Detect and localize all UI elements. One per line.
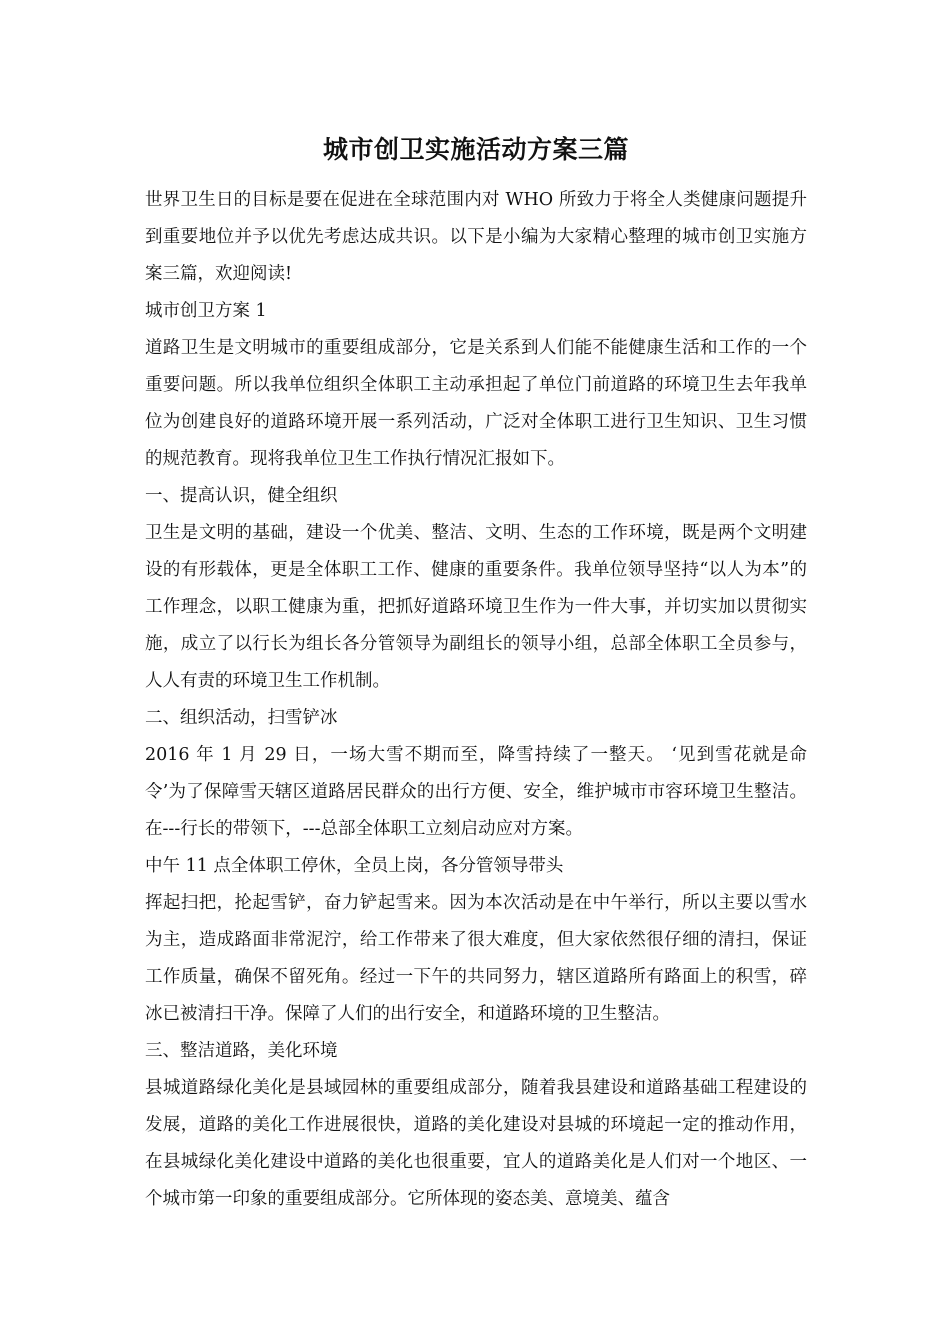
section-heading-1: 一、提高认识，健全组织 [145,486,338,506]
document-title: 城市创卫实施活动方案三篇 [322,135,629,164]
section-2-subline: 中午 11 点全体职工停休，全员上岗，各分管领导带头 [145,856,564,876]
section-heading-2: 二、组织活动，扫雪铲冰 [145,708,338,728]
intro-paragraph: 世界卫生日的目标是要在促进在全球范围内对 WHO 所致力于将全人类健康问题提升到重要地位并予以优先考虑达成共识。以下是小编为大家精心整理的城市创卫实施方案三篇，欢迎阅读! [145,190,807,284]
section-3-paragraph: 县城道路绿化美化是县域园林的重要组成部分，随着我县建设和道路基础工程建设的发展，道路的美化工作进展很快，道路的美化建设对县城的环境起一定的推动作用，在县城绿化美化建设中道路的美化也很重要，宜人的道路美化是人们对一个地区、一个城市第一印象的重要组成部分。它所体现的姿态美、意境美、蕴含 [145,1078,807,1209]
section-heading-3: 三、整洁道路，美化环境 [145,1041,338,1061]
section-2-continued-paragraph: 挥起扫把，抡起雪铲，奋力铲起雪来。因为本次活动是在中午举行，所以主要以雪水为主，造成路面非常泥泞，给工作带来了很大难度，但大家依然很仔细的清扫，保证工作质量，确保不留死角。经过一下午的共同努力，辖区道路所有路面上的积雪，碎冰已被清扫干净。保障了人们的出行安全，和道路环境的卫生整洁。 [145,893,807,1024]
document-page [145,128,807,1218]
plan-1-paragraph: 道路卫生是文明城市的重要组成部分，它是关系到人们能不能健康生活和工作的一个重要问题。所以我单位组织全体职工主动承担起了单位门前道路的环境卫生去年我单位为创建良好的道路环境开展一系列活动，广泛对全体职工进行卫生知识、卫生习惯的规范教育。现将我单位卫生工作执行情况汇报如下。 [145,338,807,469]
section-heading-plan-1: 城市创卫方案 1 [145,301,267,321]
section-2-paragraph: 2016 年 1 月 29 日，一场大雪不期而至，降雪持续了一整天。 ‘见到雪花就是命令’为了保障雪天辖区道路居民群众的出行方便、安全，维护城市市容环境卫生整洁。在---行长的带领下，---总部全体职工立刻启动应对方案。 [145,745,807,839]
section-1-paragraph: 卫生是文明的基础，建设一个优美、整洁、文明、生态的工作环境，既是两个文明建设的有形载体，更是全体职工工作、健康的重要条件。我单位领导坚持“以人为本”的工作理念，以职工健康为重，把抓好道路环境卫生作为一件大事，并切实加以贯彻实施，成立了以行长为组长各分管领导为副组长的领导小组，总部全体职工全员参与，人人有责的环境卫生工作机制。 [145,523,807,691]
